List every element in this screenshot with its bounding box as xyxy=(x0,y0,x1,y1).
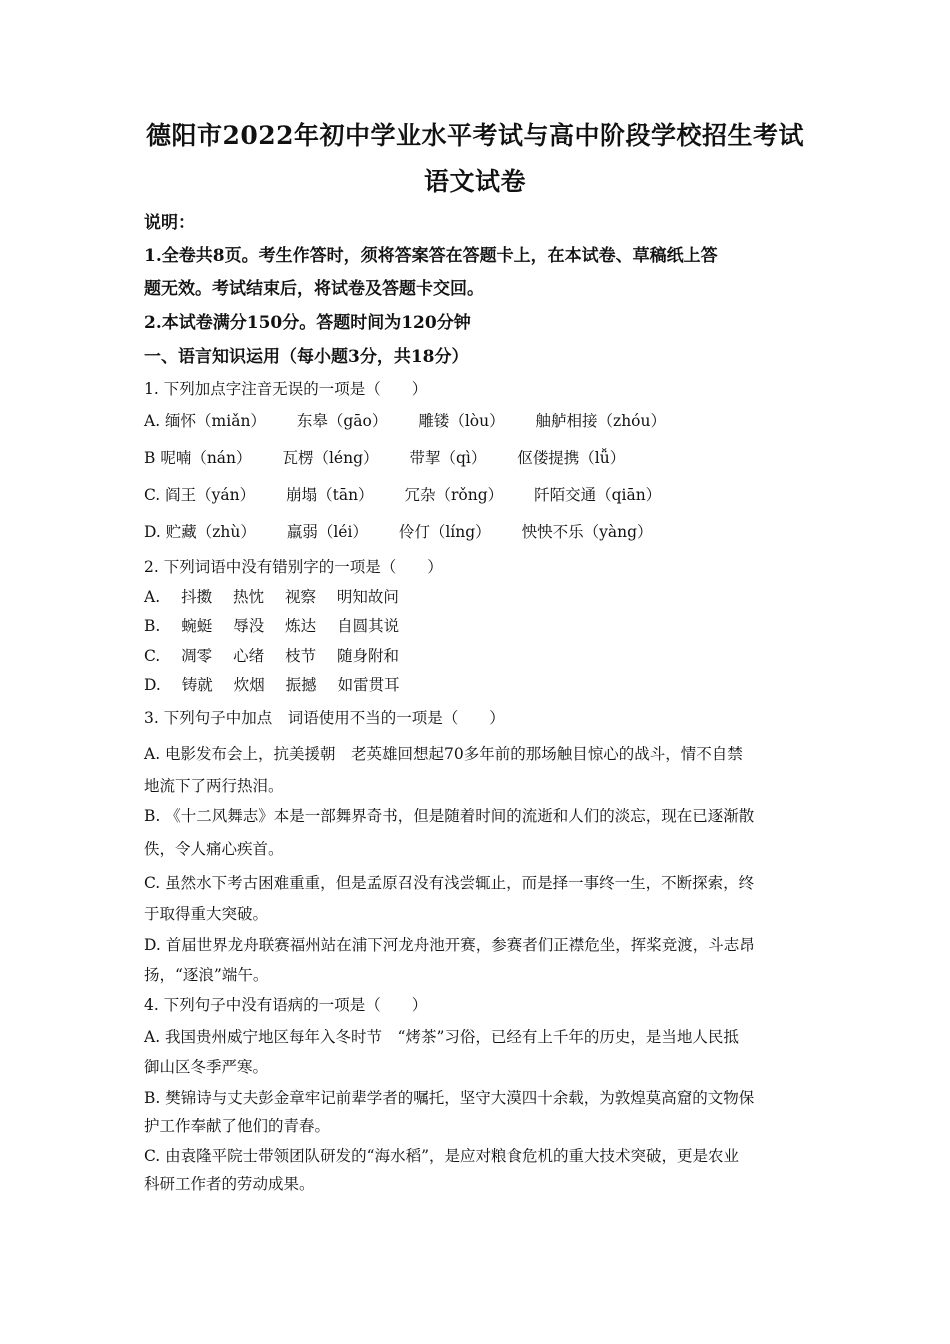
q1-a-part-3: 雕镂（lòu） xyxy=(418,412,505,430)
q2-b-word-3: 炼达 xyxy=(285,617,317,635)
q1-b-part-2: 瓦楞（léng） xyxy=(282,449,379,467)
q2-b-letter: B. xyxy=(144,617,161,635)
question-4-option-b-line-2: 护工作奉献了他们的青春。 xyxy=(144,1117,331,1135)
q2-a-letter: A. xyxy=(144,588,161,606)
q2-d-word-1: 铸就 xyxy=(181,676,213,694)
q1-d-part-2: 羸弱（léi） xyxy=(286,523,368,541)
q2-d-word-4: 如雷贯耳 xyxy=(337,676,400,694)
q1-a-part-1: A. 缅怀（miǎn） xyxy=(144,412,266,430)
q2-c-word-4: 随身附和 xyxy=(337,647,400,665)
question-4-option-a-line-2: 御山区冬季严寒。 xyxy=(144,1058,269,1076)
question-3-option-d-line-2: 扬，“逐浪”端午。 xyxy=(144,966,269,984)
question-4-option-c-line-1: C. 由袁隆平院士带领团队研发的“海水稻”，是应对粮食危机的重大技术突破，更是农业 xyxy=(144,1147,740,1165)
q2-a-word-4: 明知故问 xyxy=(336,588,399,606)
instruction-2: 2.本试卷满分150分。答题时间为120分钟 xyxy=(144,313,471,333)
question-2-option-c xyxy=(144,644,399,666)
q2-b-word-4: 自圆其说 xyxy=(337,617,400,635)
q1-c-part-1: C. 阎王（yán） xyxy=(144,486,256,504)
question-4-option-b-line-1: B. 樊锦诗与丈夫彭金章牢记前辈学者的嘱托，坚守大漠四十余载，为敦煌莫高窟的文物保 xyxy=(144,1089,755,1107)
q1-a-part-2: 东皋（gāo） xyxy=(296,412,388,430)
q2-c-word-1: 凋零 xyxy=(181,647,213,665)
q2-b-word-2: 辱没 xyxy=(233,617,265,635)
exam-title: 德阳市2022年初中学业水平考试与高中阶段学校招生考试 xyxy=(145,121,805,150)
instructions-heading: 说明： xyxy=(144,213,195,233)
question-1-option-b xyxy=(144,446,625,468)
question-2-option-b xyxy=(144,614,399,636)
q1-d-part-1: D. 贮藏（zhù） xyxy=(144,523,256,541)
section-1-heading: 一、语言知识运用（每小题3分，共18分） xyxy=(144,347,469,367)
question-4-option-c-line-2: 科研工作者的劳动成果。 xyxy=(144,1175,315,1193)
question-3-option-d-line-1: D. 首届世界龙舟联赛福州站在浦下河龙舟池开赛，参赛者们正襟危坐，挥桨竞渡，斗志昂 xyxy=(144,936,755,954)
question-3-option-b-line-1: B. 《十二风舞志》本是一部舞界奇书，但是随着时间的流逝和人们的淡忘，现在已逐渐散 xyxy=(144,807,755,825)
q2-a-word-1: 抖擞 xyxy=(181,588,213,606)
question-2-stem: 2. 下列词语中没有错别字的一项是（ ） xyxy=(144,558,443,576)
q1-b-part-4: 伛偻提携（lǚ） xyxy=(517,449,626,467)
q2-d-word-3: 振撼 xyxy=(285,676,317,694)
question-3-option-c-line-1: C. 虽然水下考古困难重重，但是孟原召没有浅尝辄止，而是择一事终一生，不断探索，终 xyxy=(144,874,755,892)
question-3-option-c-line-2: 于取得重大突破。 xyxy=(144,905,269,923)
question-3-option-a-line-1: A. 电影发布会上，抗美援朝 老英雄回想起70多年前的那场触目惊心的战斗，情不自禁 xyxy=(144,745,743,763)
q2-a-word-3: 视察 xyxy=(284,588,316,606)
instruction-1-line-1: 1.全卷共8页。考生作答时，须将答案答在答题卡上，在本试卷、草稿纸上答 xyxy=(144,246,718,266)
q1-d-part-3: 伶仃（líng） xyxy=(398,523,491,541)
q1-b-part-1: B 呢喃（nán） xyxy=(144,449,252,467)
q2-c-letter: C. xyxy=(144,647,161,665)
exam-subtitle: 语文试卷 xyxy=(423,167,526,196)
q1-a-part-4: 舳舻相接（zhóu） xyxy=(535,412,666,430)
question-1-option-d xyxy=(144,520,653,542)
q2-d-word-2: 炊烟 xyxy=(233,676,265,694)
q2-c-word-2: 心绪 xyxy=(233,647,265,665)
q1-b-part-3: 带挈（qì） xyxy=(409,449,487,467)
q2-a-word-2: 热忱 xyxy=(233,588,265,606)
question-3-option-b-line-2: 佚，令人痛心疾首。 xyxy=(144,840,284,858)
question-3-stem: 3. 下列句子中加点 词语使用不当的一项是（ ） xyxy=(144,709,505,727)
q2-c-word-3: 枝节 xyxy=(285,647,317,665)
question-4-stem: 4. 下列句子中没有语病的一项是（ ） xyxy=(144,996,428,1014)
question-1-option-c xyxy=(144,483,661,505)
question-1-option-a xyxy=(144,409,666,431)
q2-b-word-1: 蜿蜓 xyxy=(181,617,213,635)
question-2-option-a xyxy=(144,585,399,607)
q1-c-part-3: 冗杂（rǒng） xyxy=(404,486,504,504)
q2-d-letter: D. xyxy=(144,676,161,694)
question-2-option-d xyxy=(144,673,400,695)
q1-c-part-2: 崩塌（tān） xyxy=(286,486,374,504)
question-3-option-a-line-2: 地流下了两行热泪。 xyxy=(144,777,284,795)
q1-c-part-4: 阡陌交通（qiān） xyxy=(534,486,662,504)
question-1-stem: 1. 下列加点字注音无误的一项是（ ） xyxy=(144,380,428,398)
question-4-option-a-line-1: A. 我国贵州威宁地区每年入冬时节 “烤茶”习俗，已经有上千年的历史，是当地人民抵 xyxy=(144,1028,739,1046)
q1-d-part-4: 怏怏不乐（yàng） xyxy=(521,523,653,541)
instruction-1-line-2: 题无效。考试结束后，将试卷及答题卡交回。 xyxy=(144,279,484,299)
